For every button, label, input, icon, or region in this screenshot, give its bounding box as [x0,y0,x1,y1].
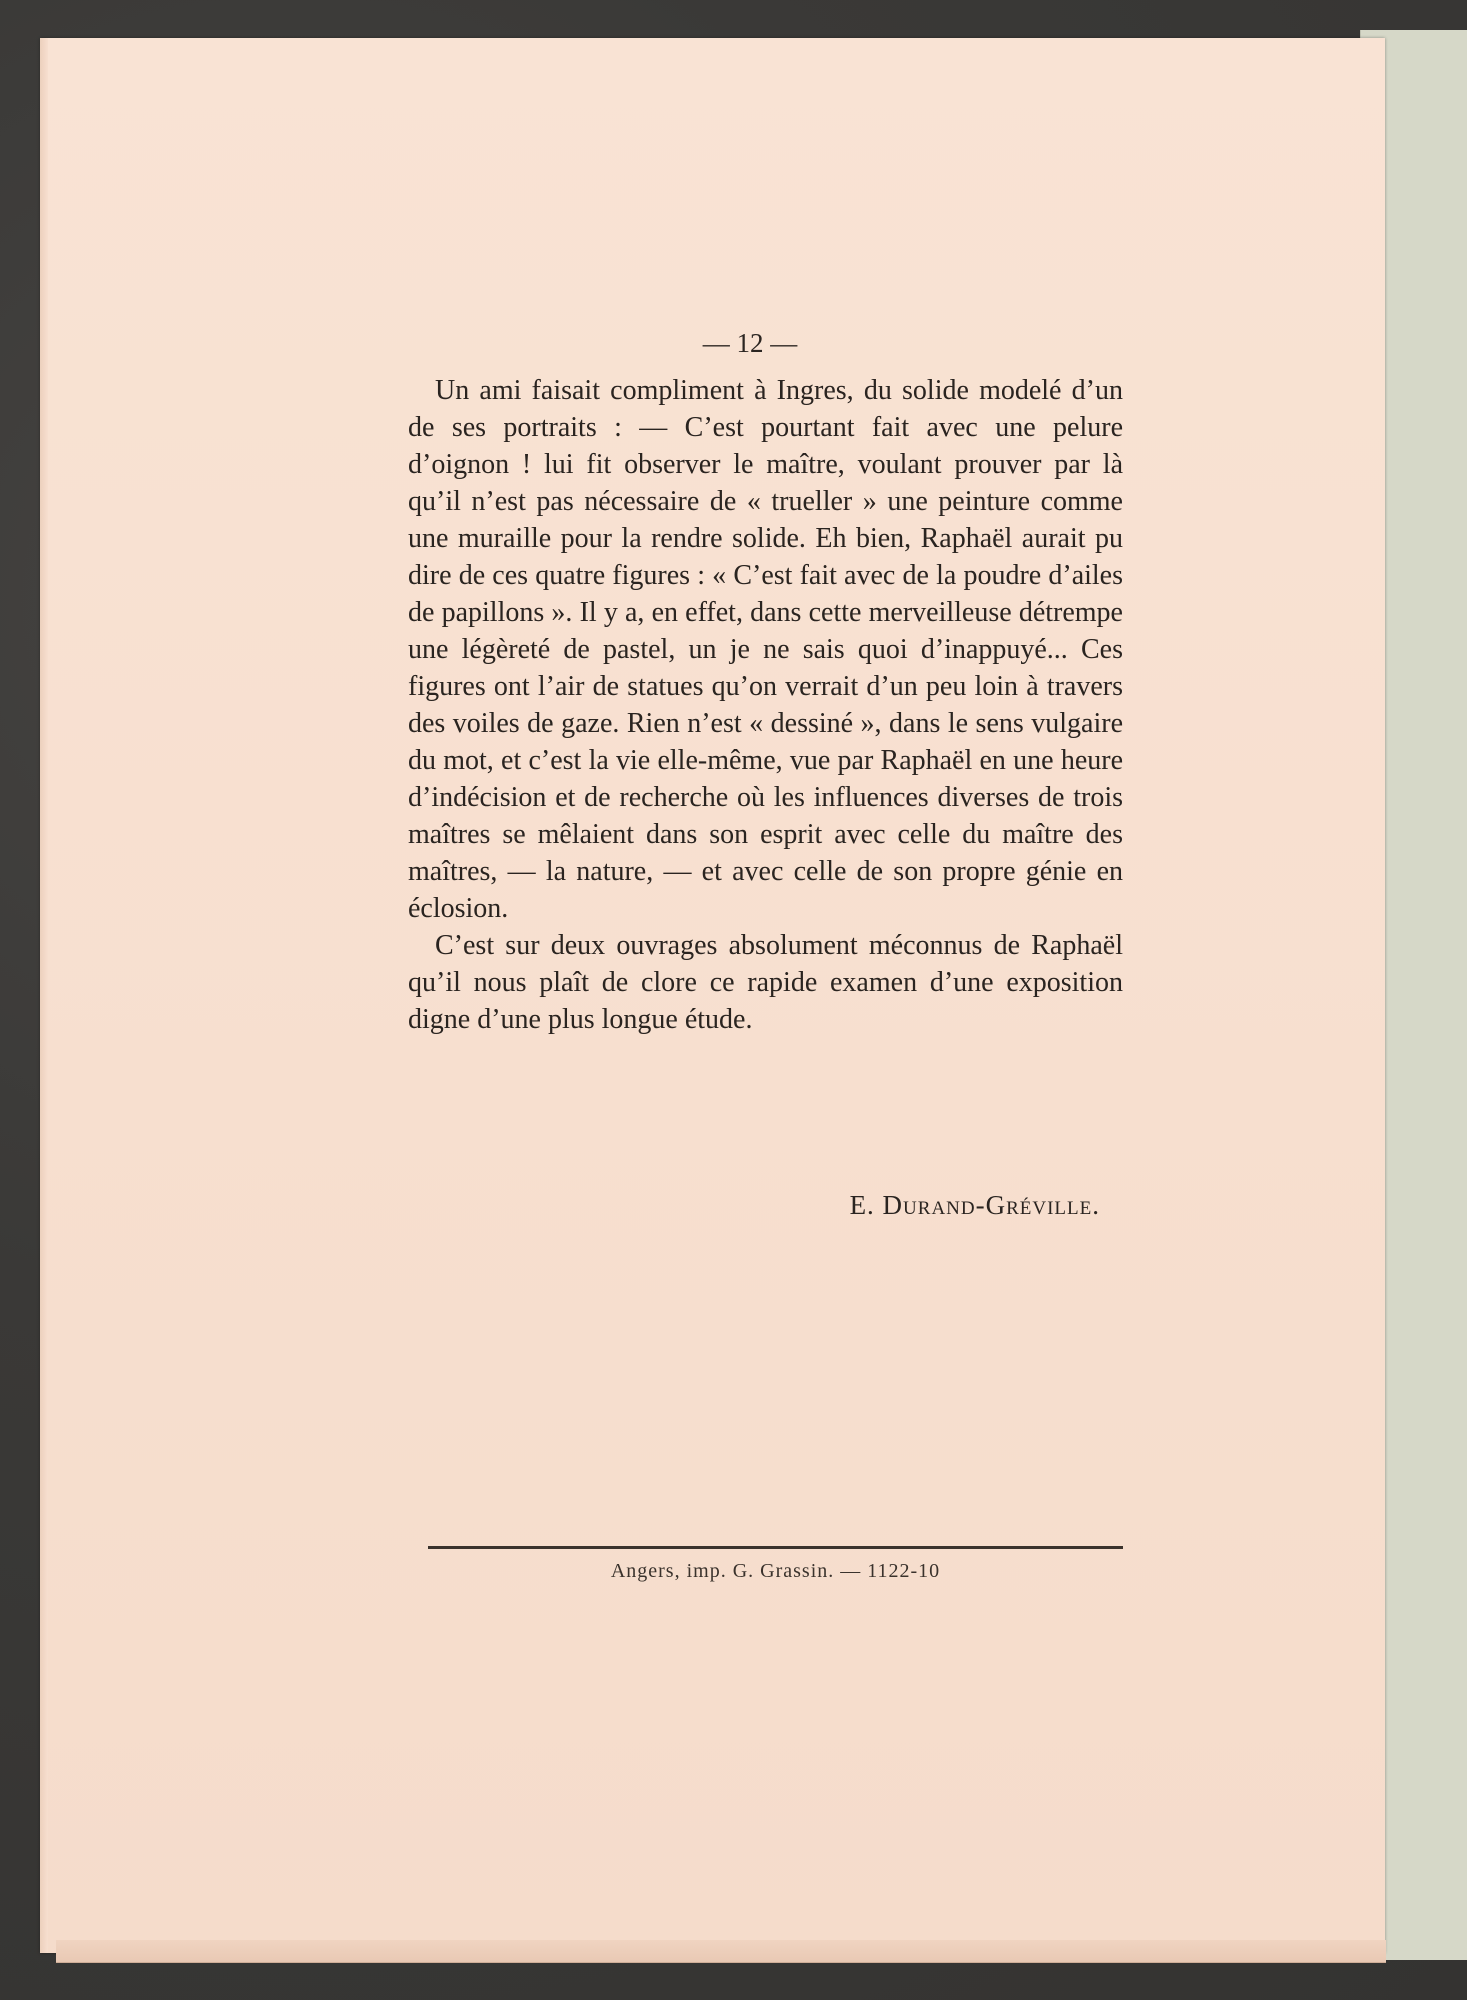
body-text [408,372,1123,1038]
page-edge-left [40,38,48,1953]
paragraph-1: Un ami faisait compliment à Ingres, du solide modelé d’un de ses portraits : — C’est pourtant fait avec une pelure d’oignon ! lui fit observer le maître, voulant prouver par là qu’il n’est pas nécessaire de « trueller » une peinture comme une muraille pour la rendre solide. Eh bien, Raphaël aurait pu dire de ces quatre figures : « C’est fait avec de la poudre d’ailes de papillons ». Il y a, en effet, dans cette merveilleuse détrempe une légèreté de pastel, un je ne sais quoi d’inappuyé... Ces figures ont l’air de statues qu’on verrait d’un peu loin à travers des voiles de gaze. Rien n’est « dessiné », dans le sens vulgaire du mot, et c’est la vie elle-même, vue par Raphaël en une heure d’indécision et de recherche où les influences diverses de trois maîtres se mêlaient dans son esprit avec celle du maître des maîtres, — la nature, — et avec celle de son propre génie en éclosion. [408,375,1123,924]
page-edge-bottom [56,1940,1386,1963]
printer-imprint: Angers, imp. G. Grassin. — 1122-10 [610,1560,941,1582]
paragraph-2: C’est sur deux ouvrages absolument méconnus de Raphaël qu’il nous plaît de clore ce rapide examen d’une exposition digne d’une plus longue étude. [408,930,1123,1035]
page-number: — 12 — [702,328,798,358]
footer-rule [428,1546,1123,1549]
author-signature: E. Durand-Gréville. [849,1190,1100,1220]
